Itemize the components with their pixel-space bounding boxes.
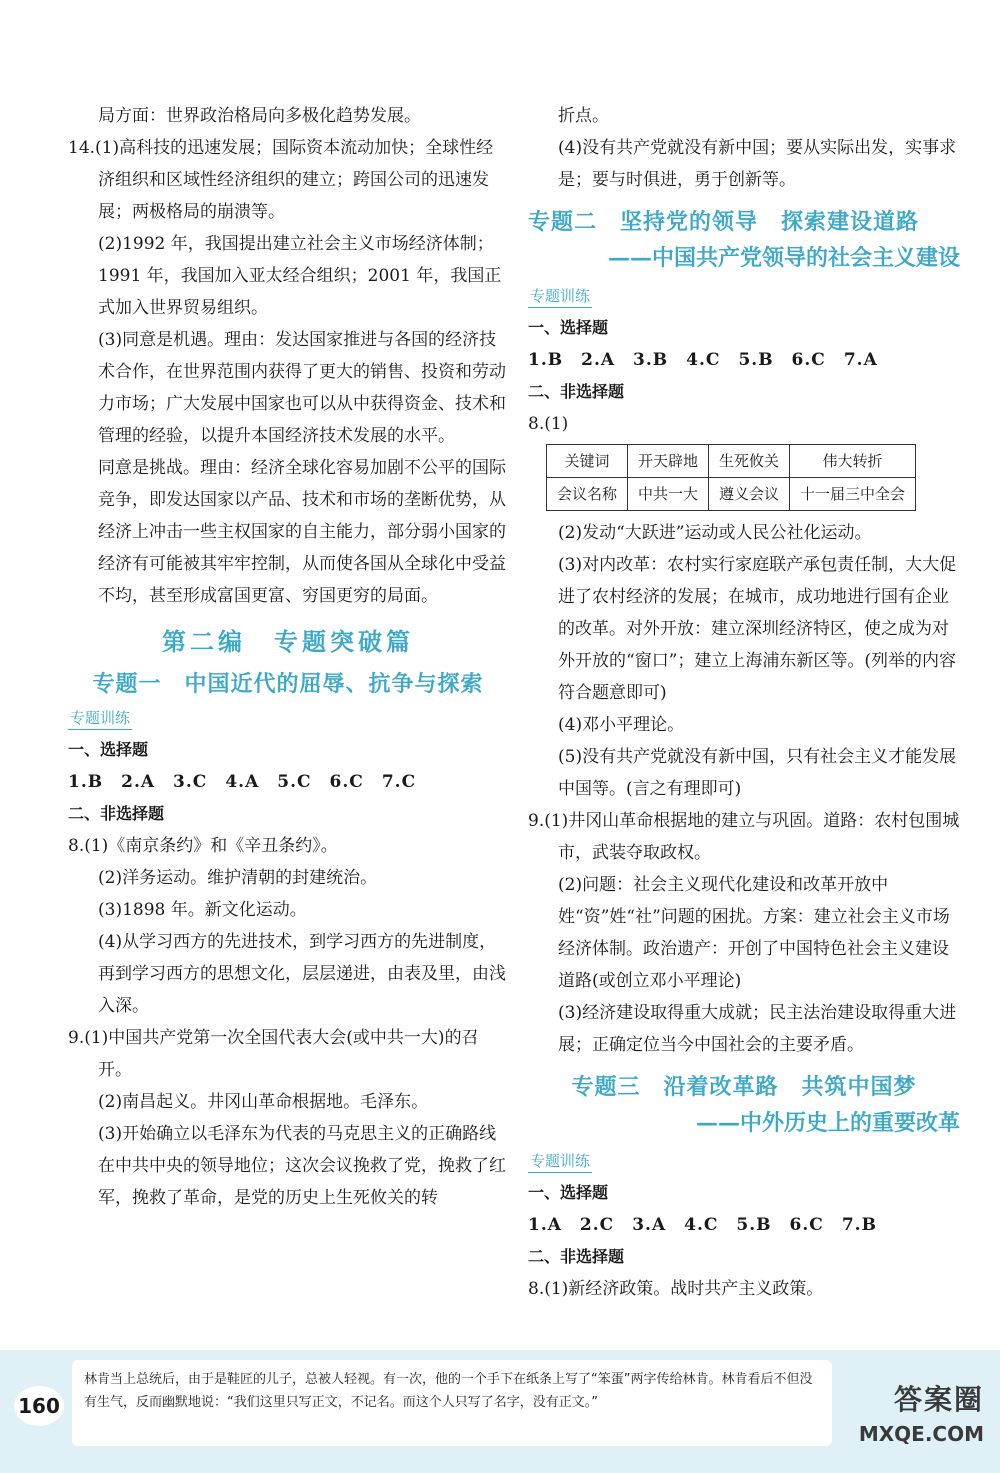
left-column [68,100,508,1214]
table-cell: 遵义会议 [709,478,790,511]
watermark [824,1380,984,1460]
question-8-1: 8.(1)《南京条约》和《辛丑条约》。 [68,836,338,856]
section-label-nonchoice: 二、非选择题 [68,804,165,823]
watermark-url: MXQE.COM [858,1422,984,1446]
table-row [547,478,916,511]
footer-anecdote: 林肯当上总统后，由于是鞋匠的儿子，总被人轻视。有一次，他的一个手下在纸条上写了“笨蛋”两字传给林肯。林肯看后不但没有生气，反而幽默地说：“我们这里只写正文，不记名。而这个人只写了名字，没有正文。” [72,1360,832,1446]
topic-1-title: 专题一 中国近代的屈辱、抗争与探索 [92,671,484,697]
question-8-1: 8.(1) [528,414,569,434]
choice-answers: 1.B 2.A 3.C 4.A 5.C 6.C 7.C [68,772,417,792]
topic-2-title: 专题二 坚持党的领导 探索建设道路 [528,209,920,235]
text-line: 折点。 [558,106,609,126]
question-9-2: (2)南昌起义。井冈山革命根据地。毛泽东。 [98,1092,429,1112]
question-14-1: 14.(1)高科技的迅速发展；国际资本流动加快；全球性经济组织和区域性经济组织的建立；跨国公司的迅速发展；两极格局的崩溃等。 [68,138,494,222]
question-9-1: 9.(1)中国共产党第一次全国代表大会(或中共一大)的召开。 [68,1028,479,1080]
question-8-2: (2)发动“大跃进”运动或人民公社化运动。 [558,523,872,543]
topic-3-subtitle: ——中外历史上的重要改革 [695,1110,960,1136]
table-cell: 关键词 [547,445,628,478]
right-column [528,100,960,1305]
question-9-2: (2)问题：社会主义现代化建设和改革开放中姓“资”姓“社”问题的困扰。方案：建立社会主义市场经济体制。政治遗产：开创了中国特色社会主义建设道路(或创立邓小平理论) [558,875,950,991]
question-8-3: (3)对内改革：农村实行家庭联产承包责任制，大大促进了农村经济的发展；在城市，成功地进行国有企业的改革。对外开放：建立深圳经济特区，使之成为对外开放的“窗口”；建立上海浦东新区等。(列举的内容符合题意即可) [558,555,957,703]
question-8-4: (4)从学习西方的先进技术，到学习西方的先进制度，再到学习西方的思想文化，层层递进，由表及里，由浅入深。 [98,932,506,1016]
question-14-2: (2)1992 年，我国提出建立社会主义市场经济体制；1991 年，我国加入亚太经合组织；2001 年，我国正式加入世界贸易组织。 [98,234,502,318]
question-14-3b: 同意是挑战。理由：经济全球化容易加剧不公平的国际竞争，即发达国家以产品、技术和市场的垄断优势，从经济上冲击一些主权国家的自主能力，部分弱小国家的经济有可能被其牢牢控制，从而使各国从全球化中受益不均，甚至形成富国更富、穷国更穷的局面。 [98,458,506,606]
table-cell: 伟大转折 [790,445,916,478]
page-number: 160 [14,1386,64,1426]
question-14-3a: (3)同意是机遇。理由：发达国家推进与各国的经济技术合作，在世界范围内获得了更大的销售、投资和劳动力市场；广大发展中国家也可以从中获得资金、技术和管理的经验，以提升本国经济技术发展的水平。 [98,330,506,446]
question-8-4: (4)邓小平理论。 [558,715,685,735]
question-8-2: (2)洋务运动。维护清朝的封建统治。 [98,868,378,888]
choice-answers: 1.A 2.C 3.A 4.C 5.B 6.C 7.B [528,1215,877,1235]
question-9-3: (3)经济建设取得重大成就；民主法治建设取得重大进展；正确定位当今中国社会的主要矛盾。 [558,1003,957,1055]
section-label-nonchoice: 二、非选择题 [528,382,625,401]
table-cell: 中共一大 [628,478,709,511]
part-title: 第二编 专题突破篇 [162,627,414,656]
table-cell: 开天辟地 [628,445,709,478]
question-9-4: (4)没有共产党就没有新中国；要从实际出发，实事求是；要与时俱进，勇于创新等。 [558,138,957,190]
table-cell: 十一届三中全会 [790,478,916,511]
table-row [547,445,916,478]
watermark-logo: 答案圈 [893,1383,984,1416]
section-tag: 专题训练 [528,1150,592,1173]
table-cell: 会议名称 [547,478,628,511]
section-tag: 专题训练 [528,285,592,308]
text-line: 局方面：世界政治格局向多极化趋势发展。 [98,106,421,126]
question-8-5: (5)没有共产党就没有新中国，只有社会主义才能发展中国等。(言之有理即可) [558,747,957,799]
section-tag: 专题训练 [68,707,132,730]
keyword-table [546,444,916,511]
choice-answers: 1.B 2.A 3.B 4.C 5.B 6.C 7.A [528,350,878,370]
section-label-nonchoice: 二、非选择题 [528,1247,625,1266]
section-label-choice: 一、选择题 [68,740,149,759]
topic-2-subtitle: ——中国共产党领导的社会主义建设 [607,245,960,271]
topic-3-title: 专题三 沿着改革路 共筑中国梦 [571,1074,917,1100]
question-9-1: 9.(1)井冈山革命根据地的建立与巩固。道路：农村包围城市，武装夺取政权。 [528,811,960,863]
section-label-choice: 一、选择题 [528,318,609,337]
question-8-1: 8.(1)新经济政策。战时共产主义政策。 [528,1279,824,1299]
section-label-choice: 一、选择题 [528,1183,609,1202]
table-cell: 生死攸关 [709,445,790,478]
question-9-3: (3)开始确立以毛泽东为代表的马克思主义的正确路线在中共中央的领导地位；这次会议挽救了党，挽救了红军，挽救了革命，是党的历史上生死攸关的转 [98,1124,506,1208]
question-8-3: (3)1898 年。新文化运动。 [98,900,307,920]
